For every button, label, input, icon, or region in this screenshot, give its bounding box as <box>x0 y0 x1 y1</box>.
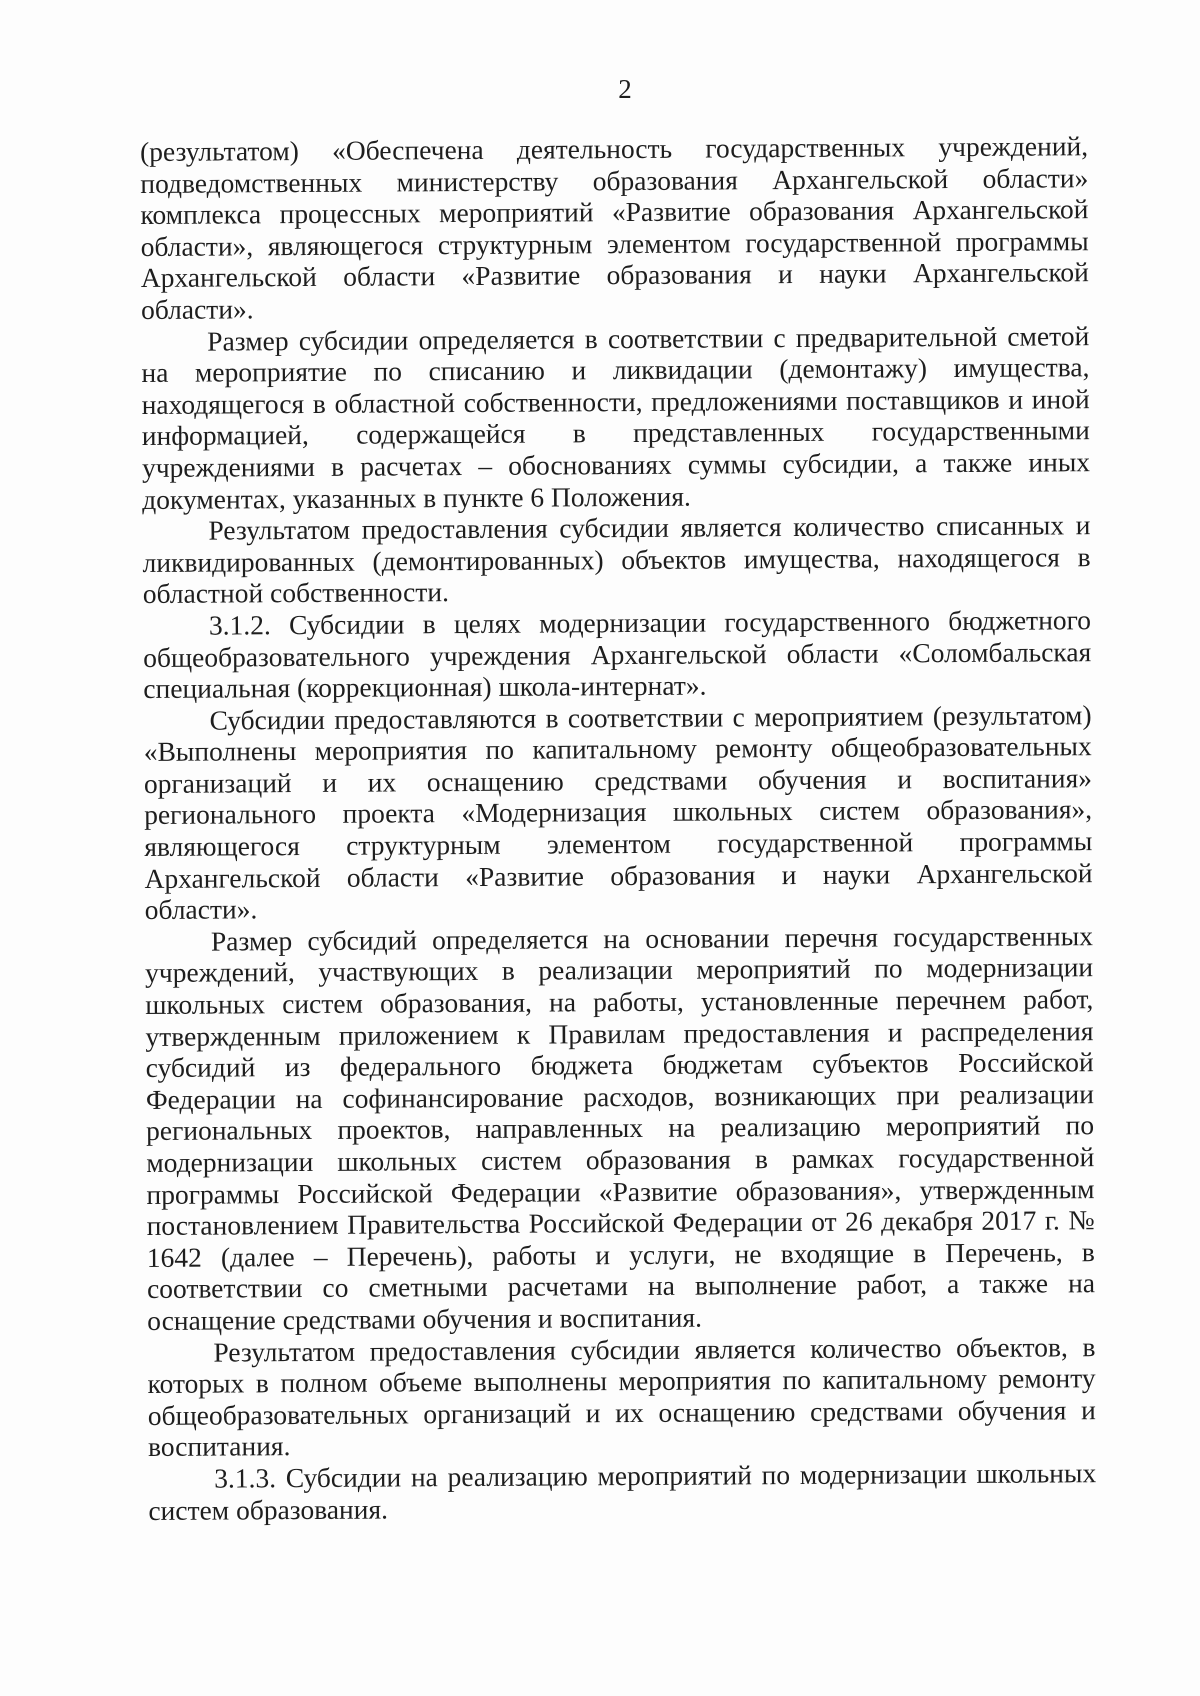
paragraph-subsidies-provided: Субсидии предоставляются в соответствии с мероприятием (результатом) «Выполнены мероприятия по капитальному ремонту общеобразовательных организаций и их оснащению средствами обучения и воспитания» регионального проекта «Модернизация школьных систем образования», являющегося структурным элементом государственной программы Архангельской области «Развитие образования и науки Архангельской области». <box>143 698 1093 926</box>
paragraph-subsidy-size: Размер субсидии определяется в соответствии с предварительной сметой на мероприятие по списанию и ликвидации (демонтажу) имущества, находящегося в областной собственности, предложениями поставщиков и иной информацией, содержащейся в представленных государственными учреждениями в расчетах – обоснованиях суммы субсидии, а также иных документах, указанных в пункте 6 Положения. <box>141 319 1091 515</box>
document-body <box>140 130 1096 1526</box>
page-number: 2 <box>618 74 632 104</box>
paragraph-subsidy-result: Результатом предоставления субсидии является количество списанных и ликвидированных (демонтированных) объектов имущества, находящегося в областной собственности. <box>142 509 1091 610</box>
paragraph-objects-result: Результатом предоставления субсидии является количество объектов, в которых в полном объеме выполнены мероприятия по капитальному ремонту общеобразовательных организаций и их оснащению средствами обучения и воспитания. <box>147 1330 1096 1463</box>
paragraph-subsidies-size: Размер субсидий определяется на основании перечня государственных учреждений, участвующих в реализации мероприятий по модернизации школьных систем образования, на работы, установленные перечнем работ, утвержденным приложением к Правилам предоставления и распределения субсидий из федерального бюджета бюджетам субъектов Российской Федерации на софинансирование расходов, возникающих при реализации региональных проектов, направленных на реализацию мероприятий по модернизации школьных систем образования в рамках государственной программы Российской Федерации «Развитие образования», утвержденным постановлением Правительства Российской Федерации от 26 декабря 2017 г. № 1642 (далее – Перечень), работы и услуги, не входящие в Перечень, в соответствии со сметными расчетами на выполнение работ, а также на оснащение средствами обучения и воспитания. <box>145 920 1096 1336</box>
paragraph-result-continuation: (результатом) «Обеспечена деятельность государственных учреждений, подведомственных министерству образования Архангельской области» комплекса процессных мероприятий «Развитие образования Архангельской области», являющегося структурным элементом государственной программы Архангельской области «Развитие образования и науки Архангельской области». <box>140 130 1089 325</box>
paragraph-section-3-1-3: 3.1.3. Субсидии на реализацию мероприятий по модернизации школьных систем образования. <box>148 1457 1097 1526</box>
paragraph-section-3-1-2: 3.1.2. Субсидии в целях модернизации государственного бюджетного общеобразовательного учреждения Архангельской области «Соломбальская специальная (коррекционная) школа-интернат». <box>143 604 1092 705</box>
